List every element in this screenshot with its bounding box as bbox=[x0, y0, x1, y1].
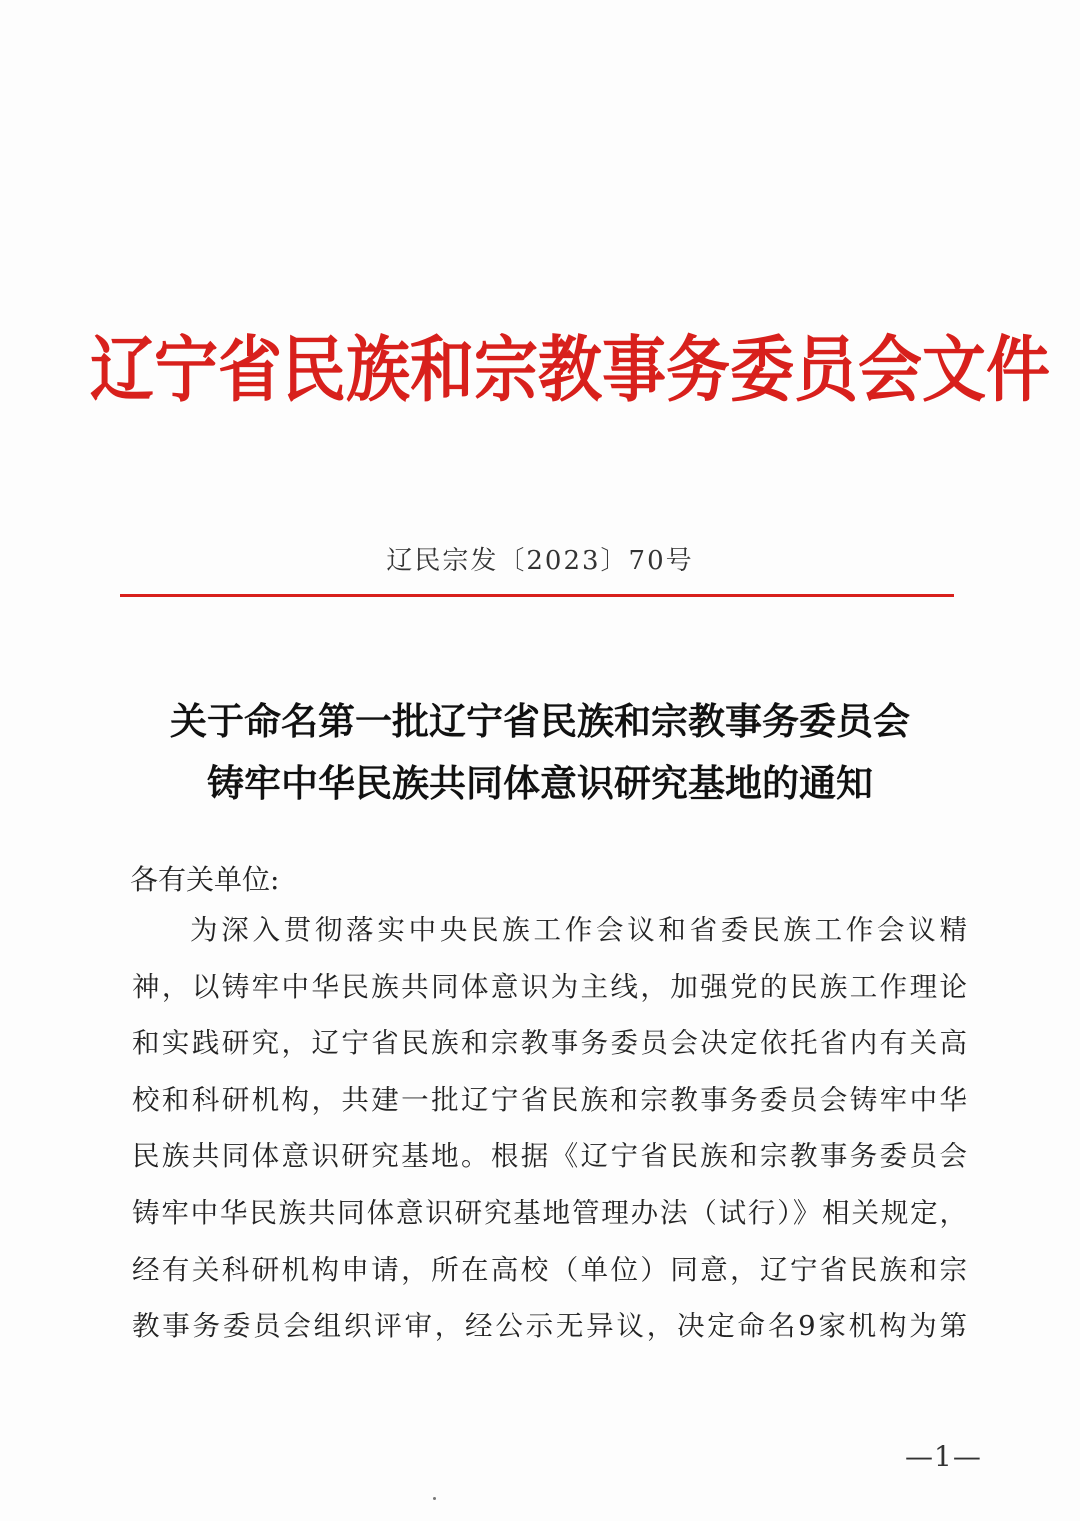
body-line-1: 为深入贯彻落实中央民族工作会议和省委民族工作会议精 bbox=[190, 914, 967, 946]
body-line-8: 教事务委员会组织评审，经公示无异议，决定命名9家机构为第 bbox=[132, 1310, 967, 1343]
issuing-organization-header: 辽宁省民族和宗教事务委员会文件 bbox=[90, 329, 1050, 413]
title-line-1: 关于命名第一批辽宁省民族和宗教事务委员会 bbox=[170, 699, 910, 743]
body-line-5: 民族共同体意识研究基地。根据《辽宁省民族和宗教事务委员会 bbox=[132, 1140, 967, 1173]
body-line-3: 和实践研究，辽宁省民族和宗教事务委员会决定依托省内有关高 bbox=[132, 1027, 967, 1060]
red-divider-line bbox=[120, 594, 954, 597]
body-line-2: 神，以铸牢中华民族共同体意识为主线，加强党的民族工作理论 bbox=[132, 970, 967, 1003]
page-number: —1— bbox=[905, 1440, 982, 1473]
salutation: 各有关单位: bbox=[130, 863, 280, 896]
document-number: 辽民宗发〔2023〕70号 bbox=[386, 546, 694, 576]
body-paragraph bbox=[132, 902, 967, 1355]
body-line-4: 校和科研机构，共建一批辽宁省民族和宗教事务委员会铸牢中华 bbox=[132, 1083, 967, 1116]
body-line-7: 经有关科研机构申请，所在高校（单位）同意，辽宁省民族和宗 bbox=[132, 1253, 967, 1286]
document-title bbox=[60, 690, 1020, 814]
body-line-6: 铸牢中华民族共同体意识研究基地管理办法（试行）》相关规定， bbox=[132, 1196, 967, 1229]
scan-speck bbox=[433, 1497, 436, 1500]
title-line-2: 铸牢中华民族共同体意识研究基地的通知 bbox=[207, 761, 873, 805]
